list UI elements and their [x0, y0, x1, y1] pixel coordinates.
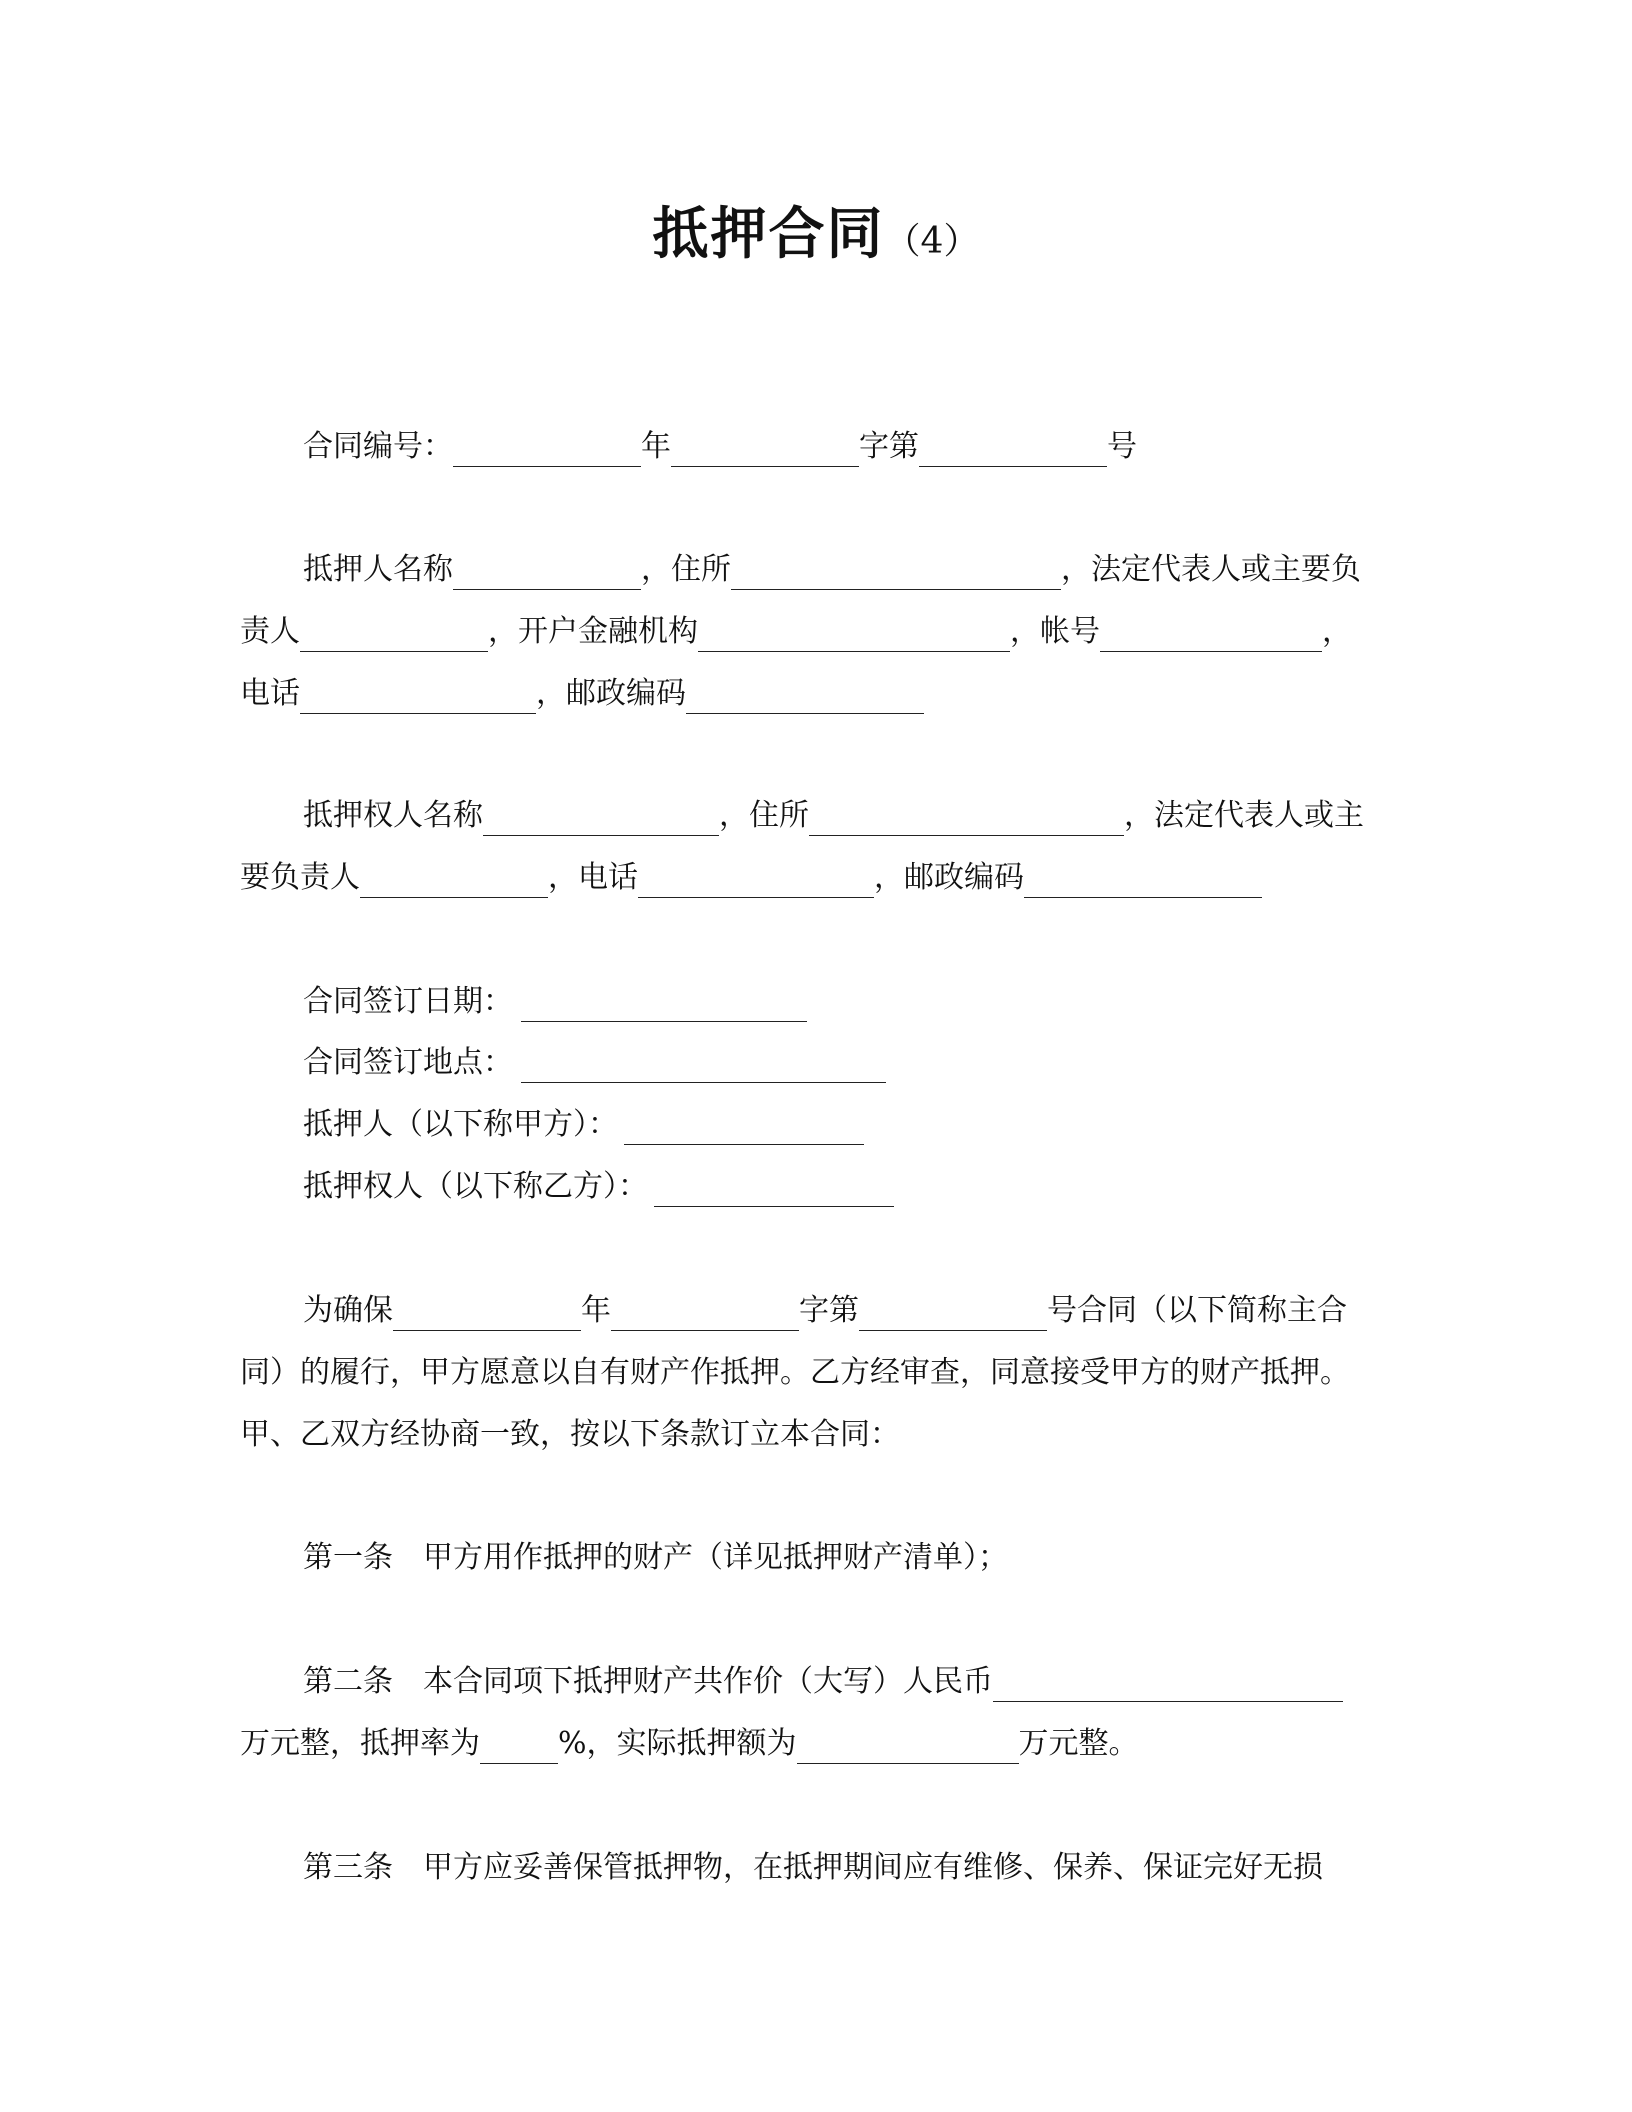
phone-label: ，电话: [548, 860, 638, 895]
article-3: 第三条 甲方应妥善保管抵押物，在抵押期间应有维修、保养、保证完好无损: [303, 1850, 1323, 1885]
blank-field[interactable]: [521, 1050, 886, 1083]
blank-field[interactable]: [1024, 865, 1262, 898]
contract-number-line: [303, 427, 1137, 467]
blank-field[interactable]: [731, 557, 1061, 590]
bank-label: ，开户金融机构: [488, 614, 698, 649]
title-text: 抵押合同: [652, 202, 885, 267]
mortgagor-line-1: [303, 550, 1361, 590]
blank-field[interactable]: [393, 1298, 581, 1331]
blank-field[interactable]: [624, 1112, 864, 1145]
mortgagor-name-label: 抵押人名称: [303, 552, 453, 587]
zi-label: 字第: [799, 1293, 859, 1328]
blank-field[interactable]: [453, 434, 641, 467]
blank-field[interactable]: [480, 1731, 558, 1764]
article-2-text: 万元整，抵押率为: [240, 1726, 480, 1761]
sign-place-line: [303, 1043, 886, 1083]
comma: ，: [1322, 614, 1352, 649]
postcode-label: ，邮政编码: [874, 860, 1024, 895]
blank-field[interactable]: [300, 681, 536, 714]
intro-line-2: 同）的履行，甲方愿意以自有财产作抵押。乙方经审查，同意接受甲方的财产抵押。: [240, 1355, 1350, 1390]
blank-field[interactable]: [521, 989, 807, 1022]
rep-label-cont: 要负责人: [240, 860, 360, 895]
article-1: 第一条 甲方用作抵押的财产（详见抵押财产清单）；: [303, 1540, 1008, 1575]
zi-label: 字第: [859, 429, 919, 464]
blank-field[interactable]: [809, 803, 1124, 836]
blank-field[interactable]: [671, 434, 859, 467]
intro-label: 为确保: [303, 1293, 393, 1328]
blank-field[interactable]: [360, 865, 548, 898]
mortgagor-line-3: [240, 674, 924, 714]
blank-field[interactable]: [654, 1174, 894, 1207]
hao-label: 号合同（以下简称主合: [1047, 1293, 1347, 1328]
blank-field[interactable]: [453, 557, 641, 590]
article-2-line-1: [303, 1662, 1343, 1702]
sign-place-label: 合同签订地点：: [303, 1045, 513, 1080]
address-label: ，住所: [719, 798, 809, 833]
title-suffix: （4）: [884, 221, 980, 262]
rep-label: ，法定代表人或主要负: [1061, 552, 1361, 587]
rep-label-cont: 责人: [240, 614, 300, 649]
blank-field[interactable]: [1100, 619, 1322, 652]
blank-field[interactable]: [638, 865, 874, 898]
article-2-line-2: [240, 1724, 1139, 1764]
phone-label: 电话: [240, 676, 300, 711]
year-label: 年: [581, 1293, 611, 1328]
article-2-text: 第二条 本合同项下抵押财产共作价（大写）人民币: [303, 1664, 993, 1699]
sign-date-label: 合同签订日期：: [303, 984, 513, 1019]
blank-field[interactable]: [993, 1669, 1343, 1702]
blank-field[interactable]: [300, 619, 488, 652]
mortgagee-line-2: [240, 858, 1262, 898]
postcode-label: ，邮政编码: [536, 676, 686, 711]
mortgagee-line-1: [303, 796, 1364, 836]
party-b-line: [303, 1167, 894, 1207]
intro-line-1: [303, 1291, 1347, 1331]
blank-field[interactable]: [686, 681, 924, 714]
party-a-label: 抵押人（以下称甲方）：: [303, 1107, 618, 1142]
mortgagor-line-2: [240, 612, 1352, 652]
contract-number-label: 合同编号：: [303, 429, 453, 464]
party-b-label: 抵押权人（以下称乙方）：: [303, 1169, 648, 1204]
party-a-line: [303, 1105, 864, 1145]
rep-label: ，法定代表人或主: [1124, 798, 1364, 833]
blank-field[interactable]: [919, 434, 1107, 467]
mortgagee-name-label: 抵押权人名称: [303, 798, 483, 833]
account-label: ，帐号: [1010, 614, 1100, 649]
document-title: [0, 190, 1632, 270]
intro-line-3: 甲、乙双方经协商一致，按以下条款订立本合同：: [240, 1417, 900, 1452]
blank-field[interactable]: [698, 619, 1010, 652]
address-label: ，住所: [641, 552, 731, 587]
blank-field[interactable]: [859, 1298, 1047, 1331]
blank-field[interactable]: [483, 803, 719, 836]
article-2-text: %，实际抵押额为: [558, 1726, 797, 1761]
article-2-text: 万元整。: [1018, 1726, 1139, 1761]
blank-field[interactable]: [797, 1731, 1019, 1764]
sign-date-line: [303, 982, 807, 1022]
year-label: 年: [641, 429, 671, 464]
hao-label: 号: [1107, 429, 1137, 464]
blank-field[interactable]: [611, 1298, 799, 1331]
